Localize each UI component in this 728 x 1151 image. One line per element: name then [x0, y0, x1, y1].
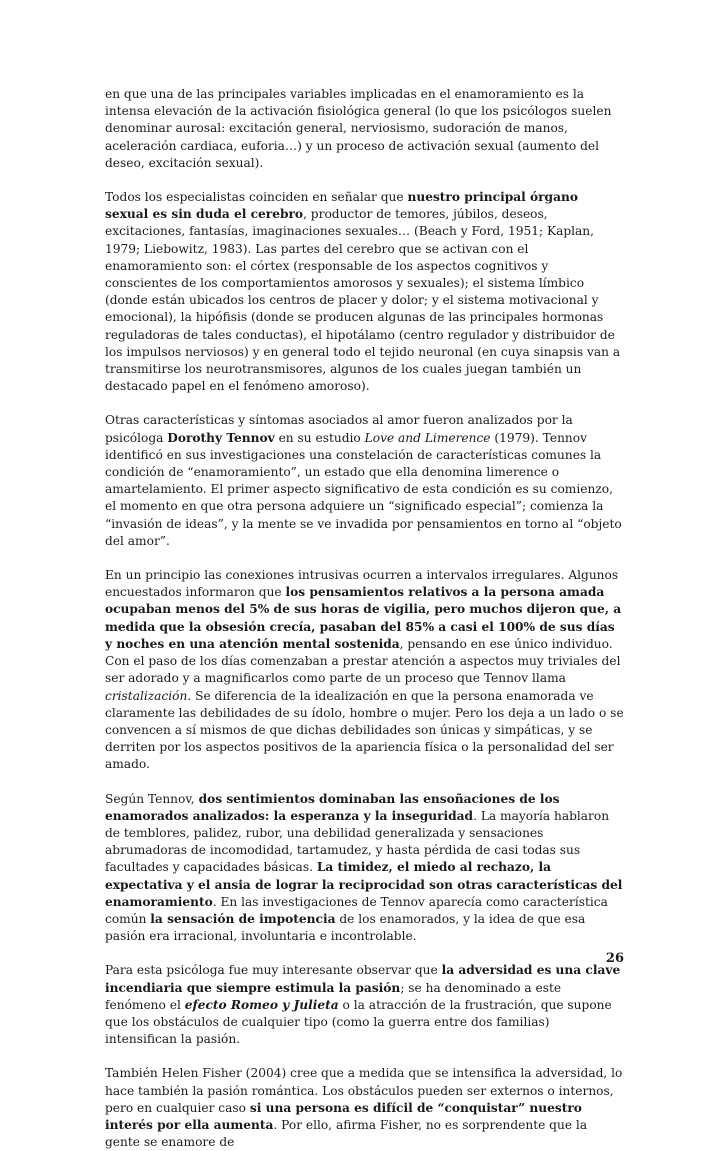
text-run: de los enamorados, y la idea de que esa pasión era irracional, involuntaria e incontrolable.: [105, 911, 586, 944]
text-run: , pensando en ese único individuo. Con el paso de los días comenzaban a prestar atención a aspectos muy triviales del ser adorado y a magnificarlos como parte de un proceso que Tennov llama: [105, 636, 621, 686]
text-run: , productor de temores, júbilos, deseos, excitaciones, fantasías, imaginaciones sexuales… (Beach y Ford, 1951; Kaplan, 1979; Liebowitz, 1983). Las partes del cerebro que se activan con el enamoramiento son: el córtex (responsable de los aspectos cognitivos y conscientes de los comportamientos amorosos y sexuales); el sistema límbico (donde están ubicados los centros de placer y dolor; y el sistema motivacional y emocional), la hipófisis (donde se producen algunas de las principales hormonas reguladoras de tales conductas), el hipotálamo (centro regulador y distribuidor de los impulsos nerviosos) y en general todo el tejido neuronal (en cuya sinapsis van a transmitirse los neurotransmisores, algunos de los cuales juegan también un destacado papel en el fenómeno amoroso).: [105, 207, 621, 394]
bold-text: [185, 998, 339, 1012]
body-text: [105, 86, 624, 1151]
paragraph: [105, 189, 624, 395]
text-run: o la atracción de la frustración, que supone que los obstáculos de cualquier tipo (como la guerra entre dos familias) intensifican la pasión.: [105, 997, 612, 1047]
emphasis-text: efecto Romeo y Julieta: [184, 997, 339, 1012]
bold-text: La timidez, el miedo al rechazo, la expectativa y el ansia de lograr la reciprocidad son otras características del enamoramiento: [105, 860, 623, 909]
text-run: . En las investigaciones de Tennov aparecía como característica común: [105, 894, 608, 926]
text-run: ; se ha denominado a este fenómeno el: [105, 980, 562, 1012]
bold-text: la adversidad es una clave incendiaria que siempre estimula la pasión: [105, 963, 621, 995]
paragraph: [105, 86, 624, 172]
text-run: También Helen Fisher (2004) cree que a medida que se intensifica la adversidad, lo hace también la pasión romántica. Los obstáculos pueden ser externos o internos, pero en cualquier caso: [105, 1066, 623, 1115]
paragraph: [105, 1065, 624, 1151]
paragraph: [105, 567, 624, 773]
text-run: Otras características y síntomas asociados al amor fueron analizados por la psicóloga: [105, 413, 573, 445]
bold-text: Dorothy Tennov: [167, 430, 275, 445]
text-run: en que una de las principales variables implicadas en el enamoramiento es la intensa elevación de la activación fisiológica general (lo que los psicólogos suelen denominar aurosal: excitación general, nerviosismo, sudoración de manos, aceleración cardiaca, euforia…) y un proceso de activación sexual (aumento del deseo, excitación sexual).: [105, 87, 612, 170]
text-run: En un principio las conexiones intrusivas ocurren a intervalos irregulares. Algunos encuestados informaron que: [105, 568, 619, 600]
paragraph: [105, 791, 624, 946]
text-run: Según Tennov,: [105, 791, 199, 806]
paragraph: [105, 412, 624, 550]
bold-text: dos sentimientos dominaban las ensoñaciones de los enamorados analizados: la esperanza y la inseguridad: [105, 791, 560, 823]
bold-text: si una persona es difícil de “conquistar” nuestro interés por ella aumenta: [105, 1100, 582, 1132]
text-run: en su estudio: [274, 430, 365, 445]
bold-text: los pensamientos relativos a la persona amada ocupaban menos del 5% de sus horas de vigilia, pero muchos dijeron que, a medida que la obsesión crecía, pasaban del 85% a casi el 100% de sus días y noches en una atención mental sostenida: [105, 585, 622, 651]
text-run: Todos los especialistas coinciden en señalar que: [105, 190, 408, 205]
text-run: Para esta psicóloga fue muy interesante observar que: [105, 963, 442, 978]
paragraph: [105, 962, 624, 1048]
page-number: 26: [605, 951, 624, 966]
text-run: . Se diferencia de la idealización en que la persona enamorada ve claramente las debilidades de su ídolo, hombre o mujer. Pero los deja a un lado o se convencen a sí mismos de que dichas debilidades son únicas y simpáticas, y se derriten por los aspectos positivos de la apariencia física o la personalidad del ser amado.: [105, 688, 624, 772]
text-run: . La mayoría hablaron de temblores, palidez, rubor, una debilidad generalizada y sensaciones abrumadoras de incomodidad, tartamudez, y hasta pérdida de casi todas sus facultades y capacidades básicas.: [105, 808, 610, 875]
text-run: (1979). Tennov identificó en sus investigaciones una constelación de características comunes la condición de “enamoramiento”, un estado que ella denomina limerence o amartelamiento. El primer aspecto significativo de esta condición es su comienzo, el momento en que otra persona adquiere un “significado especial”; comienza la “invasión de ideas”, y la mente se ve invadida por pensamientos en torno al “objeto del amor”.: [105, 430, 622, 548]
italic-text: cristalización: [105, 688, 188, 703]
bold-text: nuestro principal órgano sexual es sin duda el cerebro: [105, 190, 578, 222]
text-run: . Por ello, afirma Fisher, no es sorprendente que la gente se enamore de: [105, 1117, 588, 1150]
italic-text: Love and Limerence: [364, 430, 491, 445]
bold-text: la sensación de impotencia: [150, 911, 336, 926]
